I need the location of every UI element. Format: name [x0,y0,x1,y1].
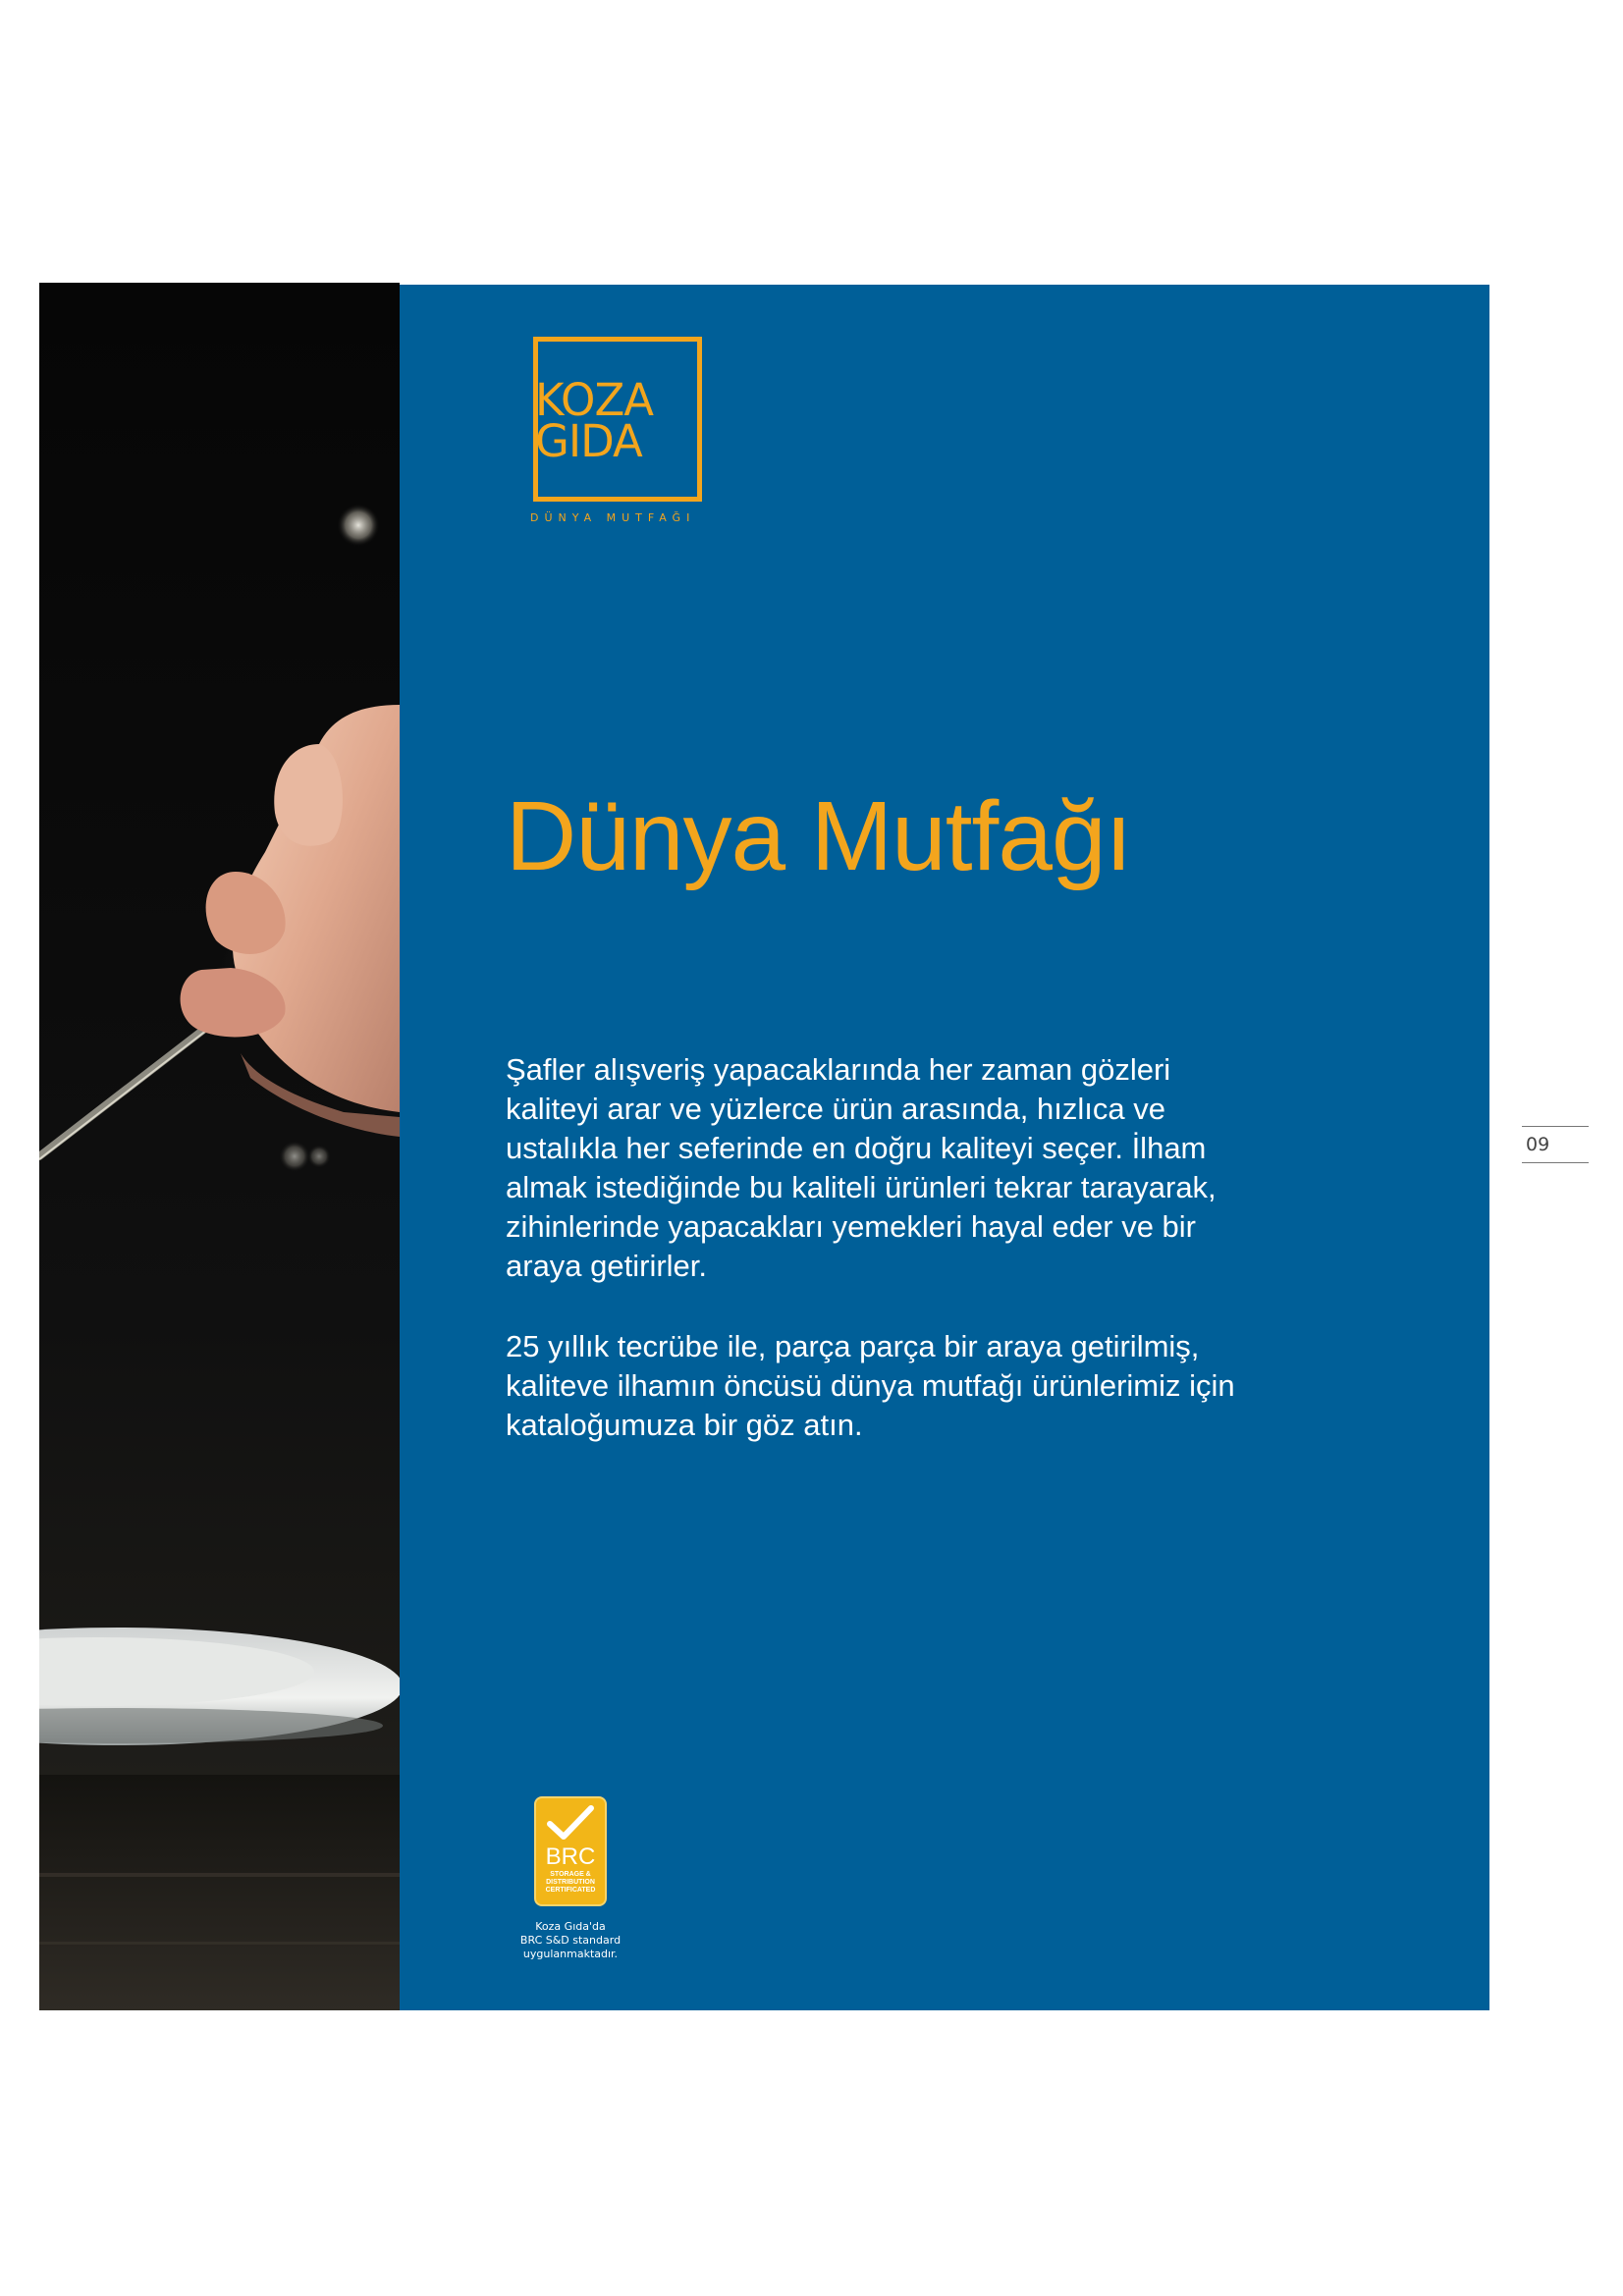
brc-badge-subtitle: STORAGE & DISTRIBUTION CERTIFICATED [545,1871,596,1894]
hand-utensil-illustration [39,283,400,2010]
content-panel [400,285,1489,2010]
page-number: 09 [1522,1126,1589,1163]
koza-gida-logo [526,337,713,533]
intro-paragraph: Şafler alışveriş yapacaklarında her zaman gözleri kaliteyi arar ve yüzlerce ürün arasında, hızlıca ve ustalıkla her seferinde en doğru kaliteyi seçer. İlham almak istediğinde bu kaliteli ürünleri tekrar tarayarak, zihinlerinde yapacakları yemekleri hayal eder ve bir araya getirirler. [506,1052,1217,1283]
brc-caption: Koza Gıda'da BRC S&D standard uygulanmaktadır. [519,1920,622,1960]
logo-tagline: DÜNYA MUTFAĞI [530,511,696,524]
brc-badge-title: BRC [545,1843,596,1870]
page-title: Dünya Mutfağı [506,781,1132,891]
checkmark-icon [546,1804,595,1843]
hero-photo [39,283,400,2010]
logo-text-koza: KOZA [535,374,654,426]
brc-certification-badge [534,1796,607,1906]
catalog-paragraph: 25 yıllık tecrübe ile, parça parça bir araya getirilmiş, kaliteve ilhamın öncüsü dünya mutfağı ürünlerimiz için kataloğumuza bir göz atın. [506,1329,1235,1442]
logo-text-gida: GIDA [535,415,642,467]
